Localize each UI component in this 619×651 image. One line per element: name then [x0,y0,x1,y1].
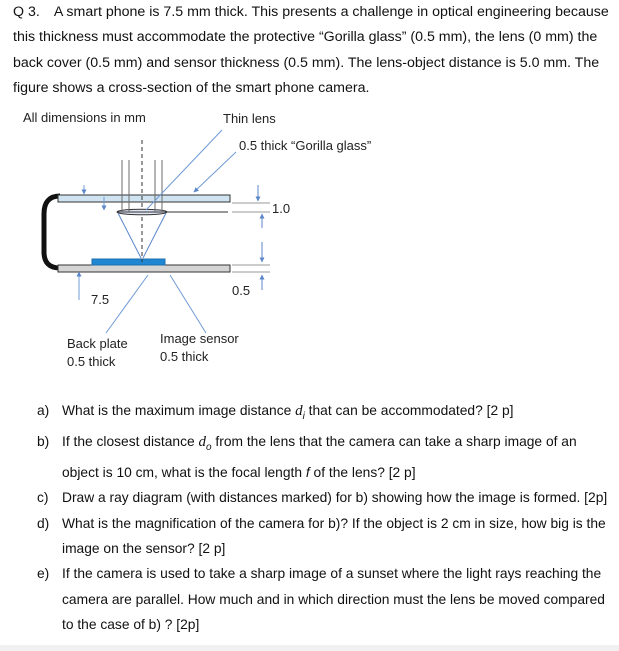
dimension-1-0: 1.0 [272,201,291,216]
part-d [30,511,615,562]
part-label: a) [37,403,50,418]
part-c [30,485,615,510]
part-text: If the closest distance [62,434,199,450]
gorilla-glass-label: 0.5 thick “Gorilla glass” [239,138,372,153]
part-text: of the lens? [2 p] [309,465,416,481]
camera-cross-section-figure [0,100,619,390]
variable: f [305,465,310,481]
part-label: b) [37,434,50,450]
part-label: c) [37,490,49,506]
part-e [30,561,615,637]
part-text: Draw a ray diagram (with distances marked) for b) showing how the image is formed. [2p] [62,490,608,506]
subscript: o [206,441,212,453]
question-parts [30,398,615,637]
back-plate [58,265,230,272]
variable: d [198,434,207,451]
variable: d [295,403,303,419]
bottom-band [0,645,619,651]
question-intro [13,0,613,101]
phone-body-edge [44,196,60,268]
question-number: Q 3. [13,4,40,20]
dimension-7-5: 7.5 [91,292,110,307]
part-b [30,429,615,485]
part-label: d) [37,515,50,531]
part-text: from the lens that the camera can take a sharp image of an object is 10 cm, what is the focal length [62,434,577,481]
subscript: i [302,410,305,422]
part-label: e) [37,566,50,582]
part-text: What is the maximum image distance [62,403,296,418]
image-sensor [92,259,165,265]
dimension-0-5: 0.5 [232,283,251,298]
thin-lens-label: Thin lens [223,111,276,126]
question-intro-text: A smart phone is 7.5 mm thick. This presents a challenge in optical engineering because this thickness must accommodate the protective “Gorilla glass” (0.5 mm), the lens (0 mm) the back cover (0.5 mm) and sensor thickness (0.5 mm). The lens-object distance is 5.0 mm. The figure shows a cross-section of the smart phone camera. [13,4,609,96]
back-plate-label-line1: Back plate [67,336,128,351]
dimension-markers [232,185,270,290]
image-sensor-label-line1: Image sensor [160,331,239,346]
gorilla-glass-plate [58,195,230,202]
part-text: If the camera is used to take a sharp image of a sunset where the light rays reaching the camera are parallel. How much and in which direction must the lens be moved compared to the case of b) ? [2p] [62,566,605,632]
part-text: What is the magnification of the camera for b)? If the object is 2 cm in size, how big is the image on the sensor? [2 p] [62,515,606,556]
part-text: that can be accommodated? [2 p] [304,403,514,418]
image-sensor-label-line2: 0.5 thick [160,349,209,364]
back-plate-label-line2: 0.5 thick [67,354,116,369]
dimensions-note: All dimensions in mm [23,110,146,125]
part-a [30,398,615,429]
